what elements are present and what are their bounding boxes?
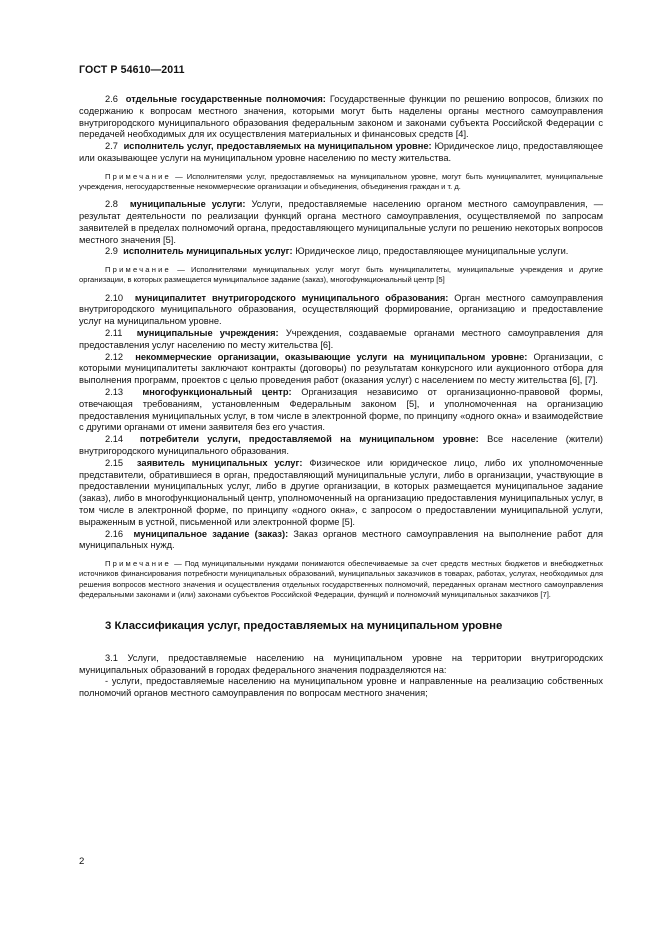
entry-2-15: 2.15 заявитель муниципальных услуг: Физическое или юридическое лицо, либо их уполномоченные представители, обратившиеся в орган, предоставляющий муниципальные услуги, либо в организации, участвующие в предоставлении муниципальных услуг, либо в другие организации, в которых размещается муниципальное задание (заказ), либо в многофункциональный центр, уполномоченный на организацию предоставления муниципальных услуг, в том числе в электронной форме, по принципу «одного окна», с запросом о предоставлении муниципальной услуги, выраженным в устной, письменной или электронной форме [5]. (79, 457, 604, 527)
entry-2-11: 2.11 муниципальные учреждения: Учреждения, создаваемые органами местного самоуправления для предоставления услуг населению по месту жительства [6]. (79, 327, 604, 350)
entry-2-7: 2.7 исполнитель услуг, предоставляемых на муниципальном уровне: Юридическое лицо, предоставляющее или оказывающее услуги на муниципальном уровне населению по месту жительства. (79, 141, 603, 163)
note-label: Примечание (105, 559, 171, 569)
entry-2-12: 2.12 некоммерческие организации, оказывающие услуги на муниципальном уровне: Организации, с которыми муниципалитеты заключают контракты (договоры) по результатам конкурсного или аукционного отбора для выполнения программ, проектов с целью проведения работ (оказания услуг) с населением по месту жительства [6], [7]. (79, 351, 603, 386)
entry-2-13: 2.13 многофункциональный центр: Организация независимо от организационно-правовой формы, отвечающая требованиям, установленным Федеральным законом [5], и уполномоченная на организацию предоставления муниципальных услуг, в том числе в электронной форме, по принципу «одного окна» и взаимодействие с другими органами от имени заявителя без его участия. (79, 386, 604, 433)
term-2-16: муниципальное задание (заказ): (133, 528, 289, 539)
term-2-7: исполнитель услуг, предоставляемых на муниципальном уровне: (123, 141, 432, 152)
section-3-p1: 3.1 Услуги, предоставляемые населению на муниципальном уровне на территории внутригородских муниципальных образований в городах федерального значения подразделяются на: (79, 652, 603, 675)
term-2-6: отдельные государственные полномочия: (125, 94, 326, 104)
entry-2-9: 2.9 исполнитель муниципальных услуг: Юридическое лицо, предоставляющее муниципальные услуги. (105, 246, 569, 257)
section-3-p2: - услуги, предоставляемые населению на муниципальном уровне и направленные на реализацию собственных полномочий органов местного самоуправления по вопросам местного значения; (79, 676, 603, 699)
note-2-16: Примечание — Под муниципальными нуждами понимаются обеспечиваемые за счет средств местных бюджетов и внебюджетных источников финансирования потребности муниципальных образований, муниципальных заказчиков в товарах, работах, услугах, необходимых для решения вопросов местного значения и осуществления отдельных государственных полномочий, переданных органам местного самоуправления федеральными законами и (или) законами субъектов Российской Федерации, функций и полномочий муниципальных заказчиков [7]. (79, 559, 603, 599)
entry-2-6: 2.6 отдельные государственные полномочия: Государственные функции по решению вопросов, близких по содержанию к вопросам местного значения, которыми могут быть наделены органы местного самоуправления внутригородского муниципального образования федеральным законом и законами субъекта Российской Федерации с передачей необходимых для их осуществления материальных и финансовых средств [4]. (79, 94, 603, 140)
term-2-8: муниципальные услуги: (129, 199, 246, 210)
term-2-11: муниципальные учреждения: (136, 327, 279, 338)
page-number: 2 (79, 856, 85, 867)
term-2-13: многофункциональный центр: (142, 386, 292, 397)
term-2-9: исполнитель муниципальных услуг: (123, 246, 293, 257)
page-content (79, 94, 603, 700)
note-label: Примечание (105, 171, 171, 181)
section-3-title: 3 Классификация услуг, предоставляемых на муниципальном уровне (105, 619, 503, 632)
term-2-14: потребители услуги, предоставляемой на муниципальном уровне: (139, 434, 479, 445)
term-2-15: заявитель муниципальных услуг: (136, 457, 303, 468)
term-2-12: некоммерческие организации, оказывающие услуги на муниципальном уровне: (135, 351, 528, 362)
note-2-7: Примечание — Исполнителями услуг, предоставляемых на муниципальном уровне, могут быть муниципалитет, муниципальные учреждения, негосударственные некоммерческие организации и объединения, объединения граждан и т. д. (79, 171, 603, 191)
note-label: Примечание (105, 265, 171, 275)
entry-2-10: 2.10 муниципалитет внутригородского муниципального образования: Орган местного самоуправления внутригородского муниципального образования, осуществляющий формирование, организацию и предоставление услуг на муниципальном уровне. (79, 292, 603, 327)
note-2-9: Примечание — Исполнителями муниципальных услуг могут быть муниципалитеты, муниципальные учреждения и другие организации, в которых размещается муниципальное задание (заказ), многофункциональный центр [5] (79, 265, 603, 285)
document-header: ГОСТ Р 54610—2011 (79, 64, 185, 76)
entry-2-16: 2.16 муниципальное задание (заказ): Заказ органов местного самоуправления на выполнение работ для муниципальных нужд. (79, 528, 604, 551)
entry-2-14: 2.14 потребители услуги, предоставляемой на муниципальном уровне: Все население (жители) внутригородского муниципального образования. (79, 434, 603, 456)
term-2-10: муниципалитет внутригородского муниципального образования: (134, 292, 449, 303)
entry-2-8: 2.8 муниципальные услуги: Услуги, предоставляемые населению органом местного самоуправления, — результат деятельности по реализации функций органа местного самоуправления, осуществляемой по запросам заявителей в пределах полномочий органа, предоставляющего муниципальные услуги по решению некоторых вопросов местного значения [5]. (79, 199, 604, 245)
